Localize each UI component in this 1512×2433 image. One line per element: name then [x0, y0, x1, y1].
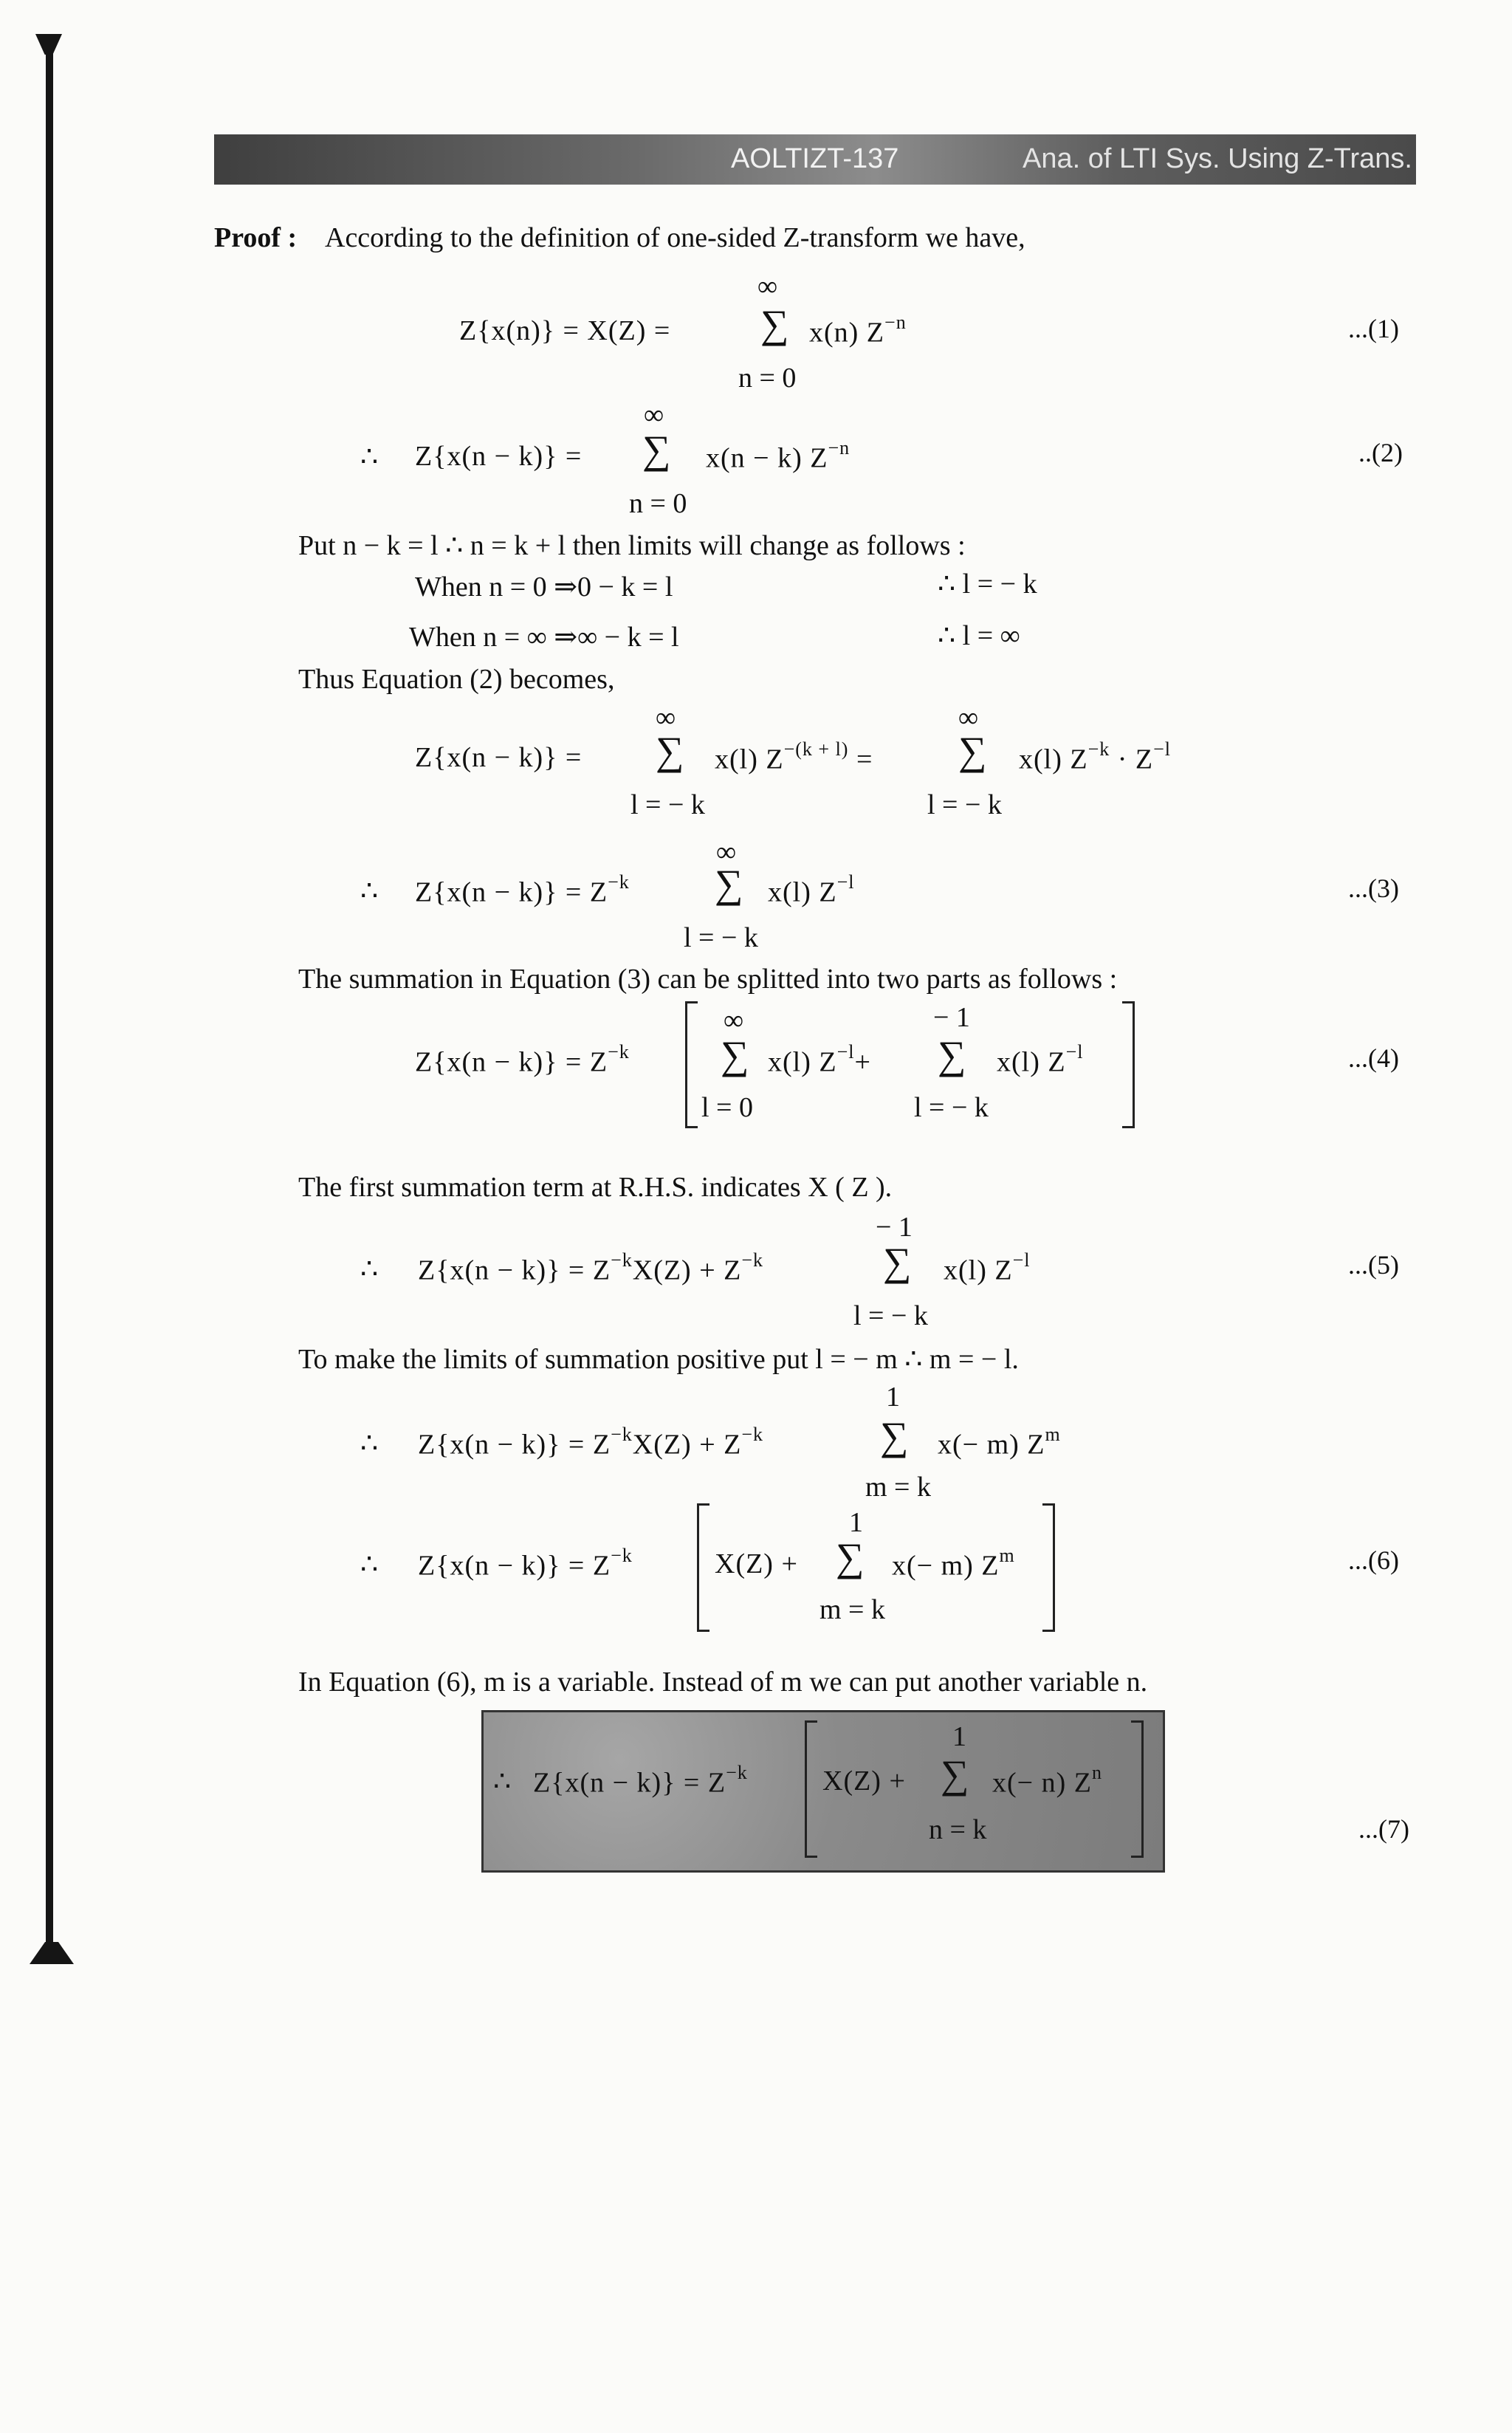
eq7-inner: X(Z) + [822, 1765, 906, 1797]
eq1-number: ...(1) [1348, 314, 1399, 343]
variable-text: In Equation (6), m is a variable. Instead of m we can put another variable n. [298, 1667, 1148, 1698]
eq7-sum-lower: n = k [929, 1814, 987, 1845]
eq4-bracket-left [685, 1001, 698, 1128]
eq7-term: x(− n) $Z^n$ [992, 1762, 1102, 1799]
eq3-lhs: $Z\{x(n - k)\} = Z^{-k}$ [415, 871, 630, 908]
eq5-number: ...(5) [1348, 1250, 1399, 1280]
mid-sigma-2: ∑ [958, 729, 987, 773]
eq7-number: ...(7) [1358, 1814, 1409, 1844]
eq4-number: ...(4) [1348, 1043, 1399, 1073]
eq5-sigma: ∑ [883, 1240, 912, 1284]
mid-upper-2: ∞ [958, 702, 979, 733]
eq1-sum-lower: n = 0 [738, 363, 797, 394]
eq4-upper-1: ∞ [724, 1005, 744, 1036]
page-header-code: AOLTIZT-137 [731, 143, 899, 174]
mid-term-2: x(l) $Z^{-k} \cdot Z^{-l}$ [1019, 738, 1172, 775]
mid-term-1: x(l) $Z^{-(k + l)}$ = [715, 738, 873, 775]
eq5b-lhs: $Z\{x(n - k)\} = Z^{-k}X(Z) + Z^{-k}$ [418, 1424, 764, 1461]
eq2-term: x(n − k) $Z^{-n}$ [706, 437, 850, 474]
eq3-term: x(l) $Z^{-l}$ [768, 871, 855, 908]
eq7-bracket-right [1131, 1720, 1144, 1858]
eq2-therefore: ∴ [360, 442, 379, 473]
eq2-lhs: Z{x(n − k)} = [415, 441, 583, 472]
eq4-lower-2: l = − k [914, 1092, 989, 1123]
eq4-term-1: x(l) $Z^{-l}+$ [768, 1041, 871, 1078]
eq5b-sum-lower: m = k [865, 1472, 931, 1503]
eq2-sum-upper: ∞ [644, 399, 664, 430]
eq7-sigma: ∑ [941, 1752, 969, 1797]
eq1-lhs: Z{x(n)} = X(Z) = [459, 315, 671, 346]
eq6-sum-lower: m = k [819, 1594, 885, 1625]
eq3-number: ...(3) [1348, 874, 1399, 903]
mid-upper-1: ∞ [656, 702, 676, 733]
eq6-sigma: ∑ [836, 1535, 865, 1579]
binding-edge-bottom [30, 1942, 74, 1964]
eq5b-sum-upper: 1 [886, 1382, 900, 1413]
eq5-therefore: ∴ [360, 1254, 379, 1285]
eq4-term-2: x(l) $Z^{-l}$ [997, 1041, 1084, 1078]
substitution-line: Put n − k = l ∴ n = k + l then limits will change as follows : [298, 530, 966, 561]
eq6-therefore: ∴ [360, 1549, 379, 1580]
eq4-bracket-right [1122, 1001, 1135, 1128]
mid-lhs: Z{x(n − k)} = [415, 742, 583, 773]
eq3-sigma: ∑ [715, 862, 743, 906]
proof-intro: According to the definition of one-sided Z-transform we have, [325, 222, 1025, 253]
eq6-term: x(− m) $Z^m$ [892, 1545, 1015, 1582]
proof-label: Proof : [214, 222, 298, 253]
mid-sigma-1: ∑ [656, 729, 684, 773]
eq5-lhs: $Z\{x(n - k)\} = Z^{-k}X(Z) + Z^{-k}$ [418, 1249, 764, 1286]
eq2-number: ..(2) [1358, 438, 1403, 467]
when-2: When n = ∞ ⇒∞ − k = l [409, 622, 679, 653]
mid-lower-2: l = − k [927, 789, 1002, 820]
eq7-therefore: ∴ [493, 1766, 512, 1797]
eq4-sigma-2: ∑ [938, 1033, 966, 1077]
eq6-number: ...(6) [1348, 1545, 1399, 1575]
eq1-sigma: ∑ [760, 302, 789, 346]
eq7-sum-upper: 1 [952, 1721, 966, 1752]
split-text: The summation in Equation (3) can be splitted into two parts as follows : [298, 964, 1118, 995]
eq7-lhs: $Z\{x(n - k)\} = Z^{-k}$ [533, 1762, 748, 1799]
eq4-lhs: $Z\{x(n - k)\} = Z^{-k}$ [415, 1041, 630, 1078]
eq7-bracket-left [805, 1720, 817, 1858]
eq1-term: x(n) $Z^{-n}$ [809, 312, 907, 349]
eq6-sum-upper: 1 [849, 1507, 863, 1538]
eq5-sum-upper: − 1 [876, 1212, 913, 1243]
eq5-term: x(l) $Z^{-l}$ [944, 1249, 1031, 1286]
eq6-bracket-right [1042, 1503, 1055, 1632]
eq5b-therefore: ∴ [360, 1428, 379, 1459]
eq1-sum-upper: ∞ [757, 271, 778, 302]
eq4-sigma-1: ∑ [721, 1033, 749, 1077]
eq3-therefore: ∴ [360, 876, 379, 907]
eq2-sum-lower: n = 0 [629, 488, 687, 519]
eq4-upper-2: − 1 [933, 1002, 970, 1033]
when-2-result: ∴ l = ∞ [938, 620, 1020, 651]
first-term-text: The first summation term at R.H.S. indicates X ( Z ). [298, 1172, 893, 1203]
binding-edge [46, 44, 53, 1964]
mid-lower-1: l = − k [630, 789, 705, 820]
eq5b-term: x(− m) $Z^m$ [938, 1424, 1061, 1461]
positive-limits-text: To make the limits of summation positive put l = − m ∴ m = − l. [298, 1344, 1019, 1375]
eq6-lhs: $Z\{x(n - k)\} = Z^{-k}$ [418, 1545, 633, 1582]
when-1-result: ∴ l = − k [938, 569, 1037, 600]
page-header-title: Ana. of LTI Sys. Using Z-Trans. [1023, 143, 1412, 174]
when-1: When n = 0 ⇒0 − k = l [415, 572, 673, 603]
eq3-sum-upper: ∞ [716, 837, 737, 868]
eq3-sum-lower: l = − k [684, 922, 758, 953]
thus-text: Thus Equation (2) becomes, [298, 664, 615, 695]
eq5b-sigma: ∑ [880, 1414, 909, 1458]
eq6-inner: X(Z) + [715, 1548, 798, 1579]
eq4-lower-1: l = 0 [701, 1092, 753, 1123]
eq5-sum-lower: l = − k [853, 1300, 928, 1331]
eq6-bracket-left [697, 1503, 709, 1632]
eq2-sigma: ∑ [642, 428, 671, 472]
